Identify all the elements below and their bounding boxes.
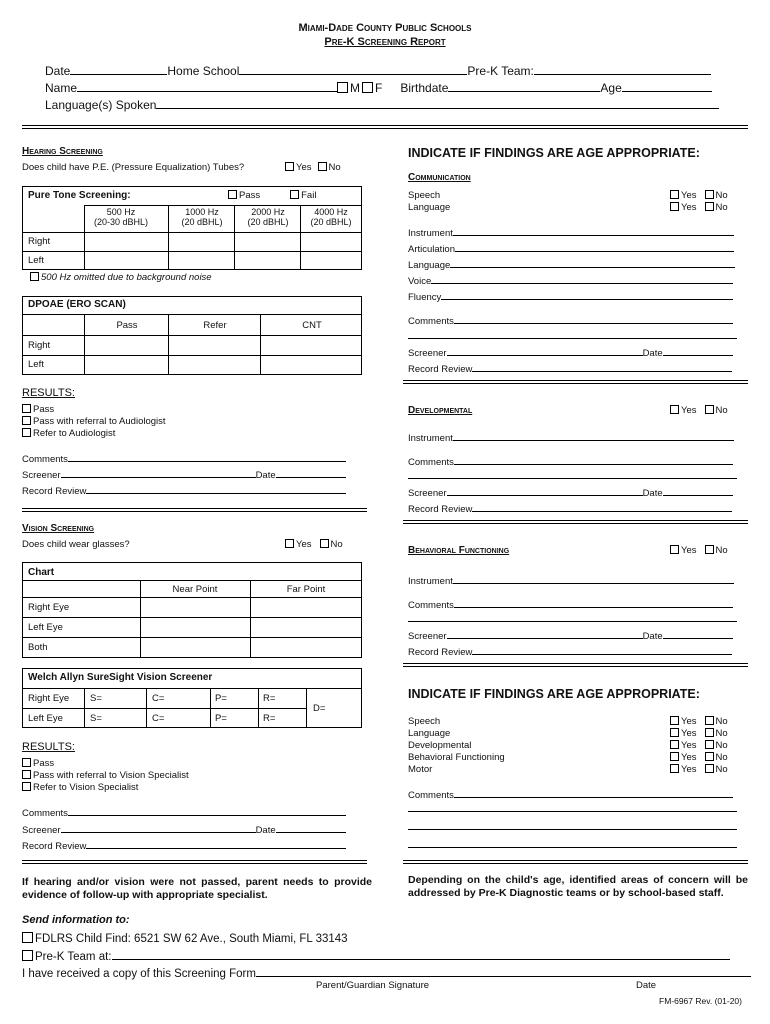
pt-col-2000: 2000 Hz (20 dBHL) [247, 207, 289, 227]
parent-signature-label: Parent/Guardian Signature [316, 980, 430, 991]
beh-no-checkbox[interactable] [705, 545, 714, 554]
vision-divider [22, 860, 367, 864]
comm-divider [403, 380, 748, 384]
vision-date-field[interactable] [276, 822, 346, 833]
speech-yes-checkbox[interactable] [670, 190, 679, 199]
comm-speech-label: Speech [408, 190, 441, 201]
comm-record-review-field[interactable] [472, 361, 732, 372]
comm-comments: Comments [408, 313, 733, 327]
beh-comments-field[interactable] [454, 597, 733, 608]
age-field[interactable] [622, 81, 712, 92]
summary-line-2 [408, 811, 737, 812]
pt-rule-top [84, 205, 362, 206]
beh-record-review: Record Review [408, 644, 732, 658]
behavioral-title: Behavioral Functioning [408, 545, 510, 556]
sum-dev-no[interactable] [705, 740, 714, 749]
beh-date-field[interactable] [663, 628, 733, 639]
sum-language-yes[interactable] [670, 728, 679, 737]
chart-box [22, 562, 362, 658]
vision-refer-checkbox[interactable] [22, 782, 31, 791]
male-checkbox[interactable] [337, 82, 348, 93]
date-field[interactable] [70, 64, 167, 75]
dev-record-review-field[interactable] [472, 501, 732, 512]
glasses-no-checkbox[interactable] [320, 539, 329, 548]
chart-rule-1 [22, 597, 362, 598]
languages-label: Language(s) Spoken [45, 98, 157, 112]
female-label: F [375, 81, 383, 95]
omitted-checkbox[interactable] [30, 272, 39, 281]
dev-record-review: Record Review [408, 501, 732, 515]
welch-left-s: S= [90, 713, 102, 724]
prek-team-label: Pre-K Team: [467, 64, 534, 78]
left-note: If hearing and/or vision were not passed, parent needs to provide evidence of follow-up with appropriate specialist. [22, 876, 372, 901]
comm-voice-field[interactable] [431, 273, 733, 284]
dpoae-vline-1 [84, 314, 85, 375]
home-school-field[interactable] [239, 64, 467, 75]
female-checkbox[interactable] [362, 82, 373, 93]
name-label: Name [45, 81, 78, 95]
comm-record-review: Record Review [408, 361, 732, 375]
vision-result-referral: Pass with referral to Vision Specialist [22, 770, 189, 781]
communication-title: Communication [408, 172, 471, 183]
summary-motor: Motor [408, 764, 433, 775]
dev-screener: Screener Date [408, 485, 733, 499]
beh-divider [403, 663, 748, 667]
welch-rule-0 [22, 688, 362, 689]
right-note: Depending on the child's age, identified areas of concern will be addressed by Pre-K Diagnostic teams or by school-based staff. [408, 874, 748, 899]
developmental-title: Developmental [408, 405, 473, 416]
welch-vline-2 [146, 688, 147, 728]
vision-comments-field[interactable] [68, 805, 346, 816]
beh-comments-line2 [408, 621, 737, 622]
glasses-options: Yes No [285, 539, 343, 550]
indicate-heading: INDICATE IF FINDINGS ARE AGE APPROPRIATE: [408, 146, 700, 160]
beh-instrument-field[interactable] [453, 573, 734, 584]
chart-rule-2 [22, 617, 362, 618]
vision-result-refer: Refer to Vision Specialist [22, 782, 138, 793]
chart-right-eye: Right Eye [28, 602, 70, 613]
comm-articulation: Articulation [408, 241, 734, 255]
language-yes-checkbox[interactable] [670, 202, 679, 211]
comm-screener-field[interactable] [447, 345, 643, 356]
sum-speech-yes[interactable] [670, 716, 679, 725]
form-title: Pre-K Screening Report [324, 36, 446, 48]
beh-comments: Comments [408, 597, 733, 611]
vision-screener-field[interactable] [61, 822, 256, 833]
chart-title: Chart [28, 567, 55, 578]
top-row-3 [45, 98, 719, 112]
form-number: FM-6967 Rev. (01-20) [659, 996, 742, 1006]
vision-referral-checkbox[interactable] [22, 770, 31, 779]
prek-checkbox[interactable] [22, 950, 33, 961]
dpoae-rule-0 [22, 314, 362, 315]
dpoae-vline-3 [260, 314, 261, 375]
pt-pass-label: Pass [239, 190, 261, 201]
hearing-comments: Comments [22, 451, 346, 465]
male-label: M [350, 81, 361, 95]
summary-line-4 [408, 847, 737, 848]
welch-right-p: P= [215, 693, 227, 704]
pe-tubes-options [285, 162, 341, 173]
pt-fail-label: Fail [301, 190, 317, 201]
pt-col-500: 500 Hz (20-30 dBHL) [93, 207, 149, 227]
comm-voice: Voice [408, 273, 733, 287]
dpoae-col-refer: Refer [203, 320, 227, 331]
summary-speech: Speech [408, 716, 441, 727]
welch-right-c: C= [152, 693, 165, 704]
dpoae-vline-2 [168, 314, 169, 375]
sum-speech-no[interactable] [705, 716, 714, 725]
welch-rule-1 [22, 708, 306, 709]
home-school-label: Home School [167, 64, 240, 78]
omitted-note: 500 Hz omitted due to background noise [30, 272, 212, 283]
near-point-label: Near Point [172, 584, 218, 595]
pt-fail-checkbox[interactable] [290, 190, 299, 199]
hearing-referral-checkbox[interactable] [22, 416, 31, 425]
top-row-1 [45, 64, 711, 78]
dpoae-right-label: Right [28, 340, 51, 351]
summary-divider [403, 860, 748, 864]
send-label: Send information to: [22, 914, 130, 926]
prek-team-field[interactable] [534, 64, 711, 75]
language-no-checkbox[interactable] [705, 202, 714, 211]
dpoae-rule-1 [22, 335, 362, 336]
header-divider [22, 125, 748, 129]
pe-no-checkbox[interactable] [318, 162, 327, 171]
beh-record-review-field[interactable] [472, 644, 732, 655]
summary-labels [408, 716, 505, 776]
hearing-refer-checkbox[interactable] [22, 428, 31, 437]
dev-screener-field[interactable] [447, 485, 643, 496]
chart-vline-2 [250, 580, 251, 658]
vision-record-review: Record Review [22, 838, 346, 852]
welch-vline-4 [258, 688, 259, 728]
dev-comments: Comments [408, 454, 733, 468]
dev-no-checkbox[interactable] [705, 405, 714, 414]
vision-result-pass: Pass [22, 758, 54, 769]
pt-vline-1 [84, 205, 85, 270]
chart-vline-1 [140, 580, 141, 658]
welch-right-s: S= [90, 693, 102, 704]
summary-line-3 [408, 829, 737, 830]
received-line: I have received a copy of this Screening Form [22, 965, 751, 980]
dev-instrument-field[interactable] [453, 430, 734, 441]
sum-dev-yes[interactable] [670, 740, 679, 749]
vision-screener: Screener Date [22, 822, 346, 836]
hearing-divider [22, 508, 367, 512]
hearing-results-label: RESULTS: [22, 387, 75, 399]
comm-language-label: Language [408, 202, 451, 213]
dpoae-col-cnt: CNT [302, 320, 322, 331]
hearing-result-refer: Refer to Audiologist [22, 428, 115, 439]
chart-both: Both [28, 642, 48, 653]
school-name: Miami-Dade County Public Schools [298, 22, 472, 34]
age-label: Age [600, 81, 622, 95]
comm-language-options: Yes No [670, 202, 728, 213]
welch-vline-1 [84, 688, 85, 728]
pe-yes-checkbox[interactable] [285, 162, 294, 171]
hearing-result-referral: Pass with referral to Audiologist [22, 416, 166, 427]
welch-right-eye: Right Eye [28, 693, 70, 704]
summary-behavioral: Behavioral Functioning [408, 752, 505, 763]
vision-comments: Comments [22, 805, 346, 819]
sum-beh-no[interactable] [705, 752, 714, 761]
pt-pass-checkbox[interactable] [228, 190, 237, 199]
chart-rule-0 [22, 580, 362, 581]
hearing-title: Hearing Screening [22, 146, 103, 157]
pt-rule-1 [22, 232, 362, 233]
sum-motor-yes[interactable] [670, 764, 679, 773]
hearing-record-review: Record Review [22, 483, 346, 497]
pt-left-label: Left [28, 255, 44, 266]
vision-pass-checkbox[interactable] [22, 758, 31, 767]
birthdate-label: Birthdate [400, 81, 449, 95]
comm-comments-line2 [408, 338, 737, 339]
welch-vline-5 [306, 688, 307, 728]
dev-comments-line2 [408, 478, 737, 479]
prek-team-at-field[interactable] [112, 948, 730, 960]
summary-comments: Comments [408, 787, 733, 801]
summary-comments-field[interactable] [454, 787, 733, 798]
signature-field[interactable] [256, 965, 751, 977]
date-label: Date [45, 64, 71, 78]
welch-right-r: R= [263, 693, 276, 704]
dev-yes-checkbox[interactable] [670, 405, 679, 414]
pt-vline-3 [234, 205, 235, 270]
vision-record-review-field[interactable] [86, 838, 346, 849]
sum-motor-no[interactable] [705, 764, 714, 773]
sum-beh-yes[interactable] [670, 752, 679, 761]
summary-options: Yes No Yes No Yes No Yes No Yes No [670, 716, 728, 776]
hearing-pass-checkbox[interactable] [22, 404, 31, 413]
beh-screener-field[interactable] [447, 628, 643, 639]
top-row-2 [45, 81, 712, 95]
dpoae-col-pass: Pass [116, 320, 138, 331]
comm-articulation-field[interactable] [455, 241, 734, 252]
welch-d: D= [313, 703, 326, 714]
dpoae-rule-2 [22, 355, 362, 356]
prek-team-line: Pre-K Team at: [22, 948, 730, 963]
beh-options: Yes No [670, 545, 728, 556]
comm-language-field[interactable] [450, 257, 735, 268]
dpoae-title: DPOAE (ERO SCAN) [28, 299, 126, 310]
pe-tubes-question: Does child have P.E. (Pressure Equalization) Tubes? [22, 162, 245, 173]
comm-speech-options: Yes No [670, 190, 728, 201]
hearing-date-field[interactable] [276, 467, 346, 478]
comm-fluency-field[interactable] [441, 289, 733, 300]
indicate-heading-2: INDICATE IF FINDINGS ARE AGE APPROPRIATE: [408, 687, 700, 701]
welch-left-p: P= [215, 713, 227, 724]
hearing-screener: Screener Date [22, 467, 346, 481]
signature-date-label: Date [636, 980, 657, 991]
dev-comments-field[interactable] [454, 454, 733, 465]
beh-instrument: Instrument [408, 573, 734, 587]
summary-language: Language [408, 728, 451, 739]
welch-title: Welch Allyn SureSight Vision Screener [28, 672, 213, 683]
speech-no-checkbox[interactable] [705, 190, 714, 199]
comm-comments-field[interactable] [454, 313, 733, 324]
welch-left-c: C= [152, 713, 165, 724]
pure-tone-title: Pure Tone Screening: [28, 190, 131, 201]
beh-screener: Screener Date [408, 628, 733, 642]
pt-vline-2 [168, 205, 169, 270]
hearing-result-pass: Pass [22, 404, 54, 415]
dev-date-field[interactable] [663, 485, 733, 496]
far-point-label: Far Point [286, 584, 326, 595]
pt-col-1000: 1000 Hz (20 dBHL) [181, 207, 223, 227]
pe-no-label: No [328, 162, 341, 173]
comm-instrument: Instrument [408, 225, 734, 239]
languages-field[interactable] [156, 98, 719, 109]
pt-rule-2 [22, 251, 362, 252]
hearing-record-review-field[interactable] [86, 483, 346, 494]
sum-language-no[interactable] [705, 728, 714, 737]
dev-options: Yes No [670, 405, 728, 416]
hearing-screener-field[interactable] [61, 467, 256, 478]
vision-results-label: RESULTS: [22, 741, 75, 753]
glasses-question: Does child wear glasses? [22, 539, 130, 550]
glasses-yes-checkbox[interactable] [285, 539, 294, 548]
chart-rule-3 [22, 637, 362, 638]
dpoae-left-label: Left [28, 359, 44, 370]
summary-developmental: Developmental [408, 740, 472, 751]
comm-fluency: Fluency [408, 289, 733, 303]
welch-left-r: R= [263, 713, 276, 724]
beh-yes-checkbox[interactable] [670, 545, 679, 554]
pure-tone-options [228, 190, 316, 201]
pt-vline-4 [300, 205, 301, 270]
chart-left-eye: Left Eye [28, 622, 63, 633]
dev-divider [403, 520, 748, 524]
comm-instrument-field[interactable] [453, 225, 734, 236]
comm-date-field[interactable] [663, 345, 733, 356]
comm-screener: Screener Date [408, 345, 733, 359]
pt-right-label: Right [28, 236, 51, 247]
welch-vline-3 [210, 688, 211, 728]
name-field[interactable] [77, 81, 337, 92]
pe-yes-label: Yes [296, 162, 312, 173]
vision-title: Vision Screening [22, 523, 95, 534]
fdlrs-checkbox[interactable] [22, 932, 33, 943]
dev-instrument: Instrument [408, 430, 734, 444]
birthdate-field[interactable] [448, 81, 600, 92]
hearing-comments-field[interactable] [68, 451, 346, 462]
pt-col-4000: 4000 Hz (20 dBHL) [310, 207, 352, 227]
welch-left-eye: Left Eye [28, 713, 63, 724]
comm-language2: Language [408, 257, 735, 271]
fdlrs-line: FDLRS Child Find: 6521 SW 62 Ave., South Miami, FL 33143 [22, 932, 348, 945]
